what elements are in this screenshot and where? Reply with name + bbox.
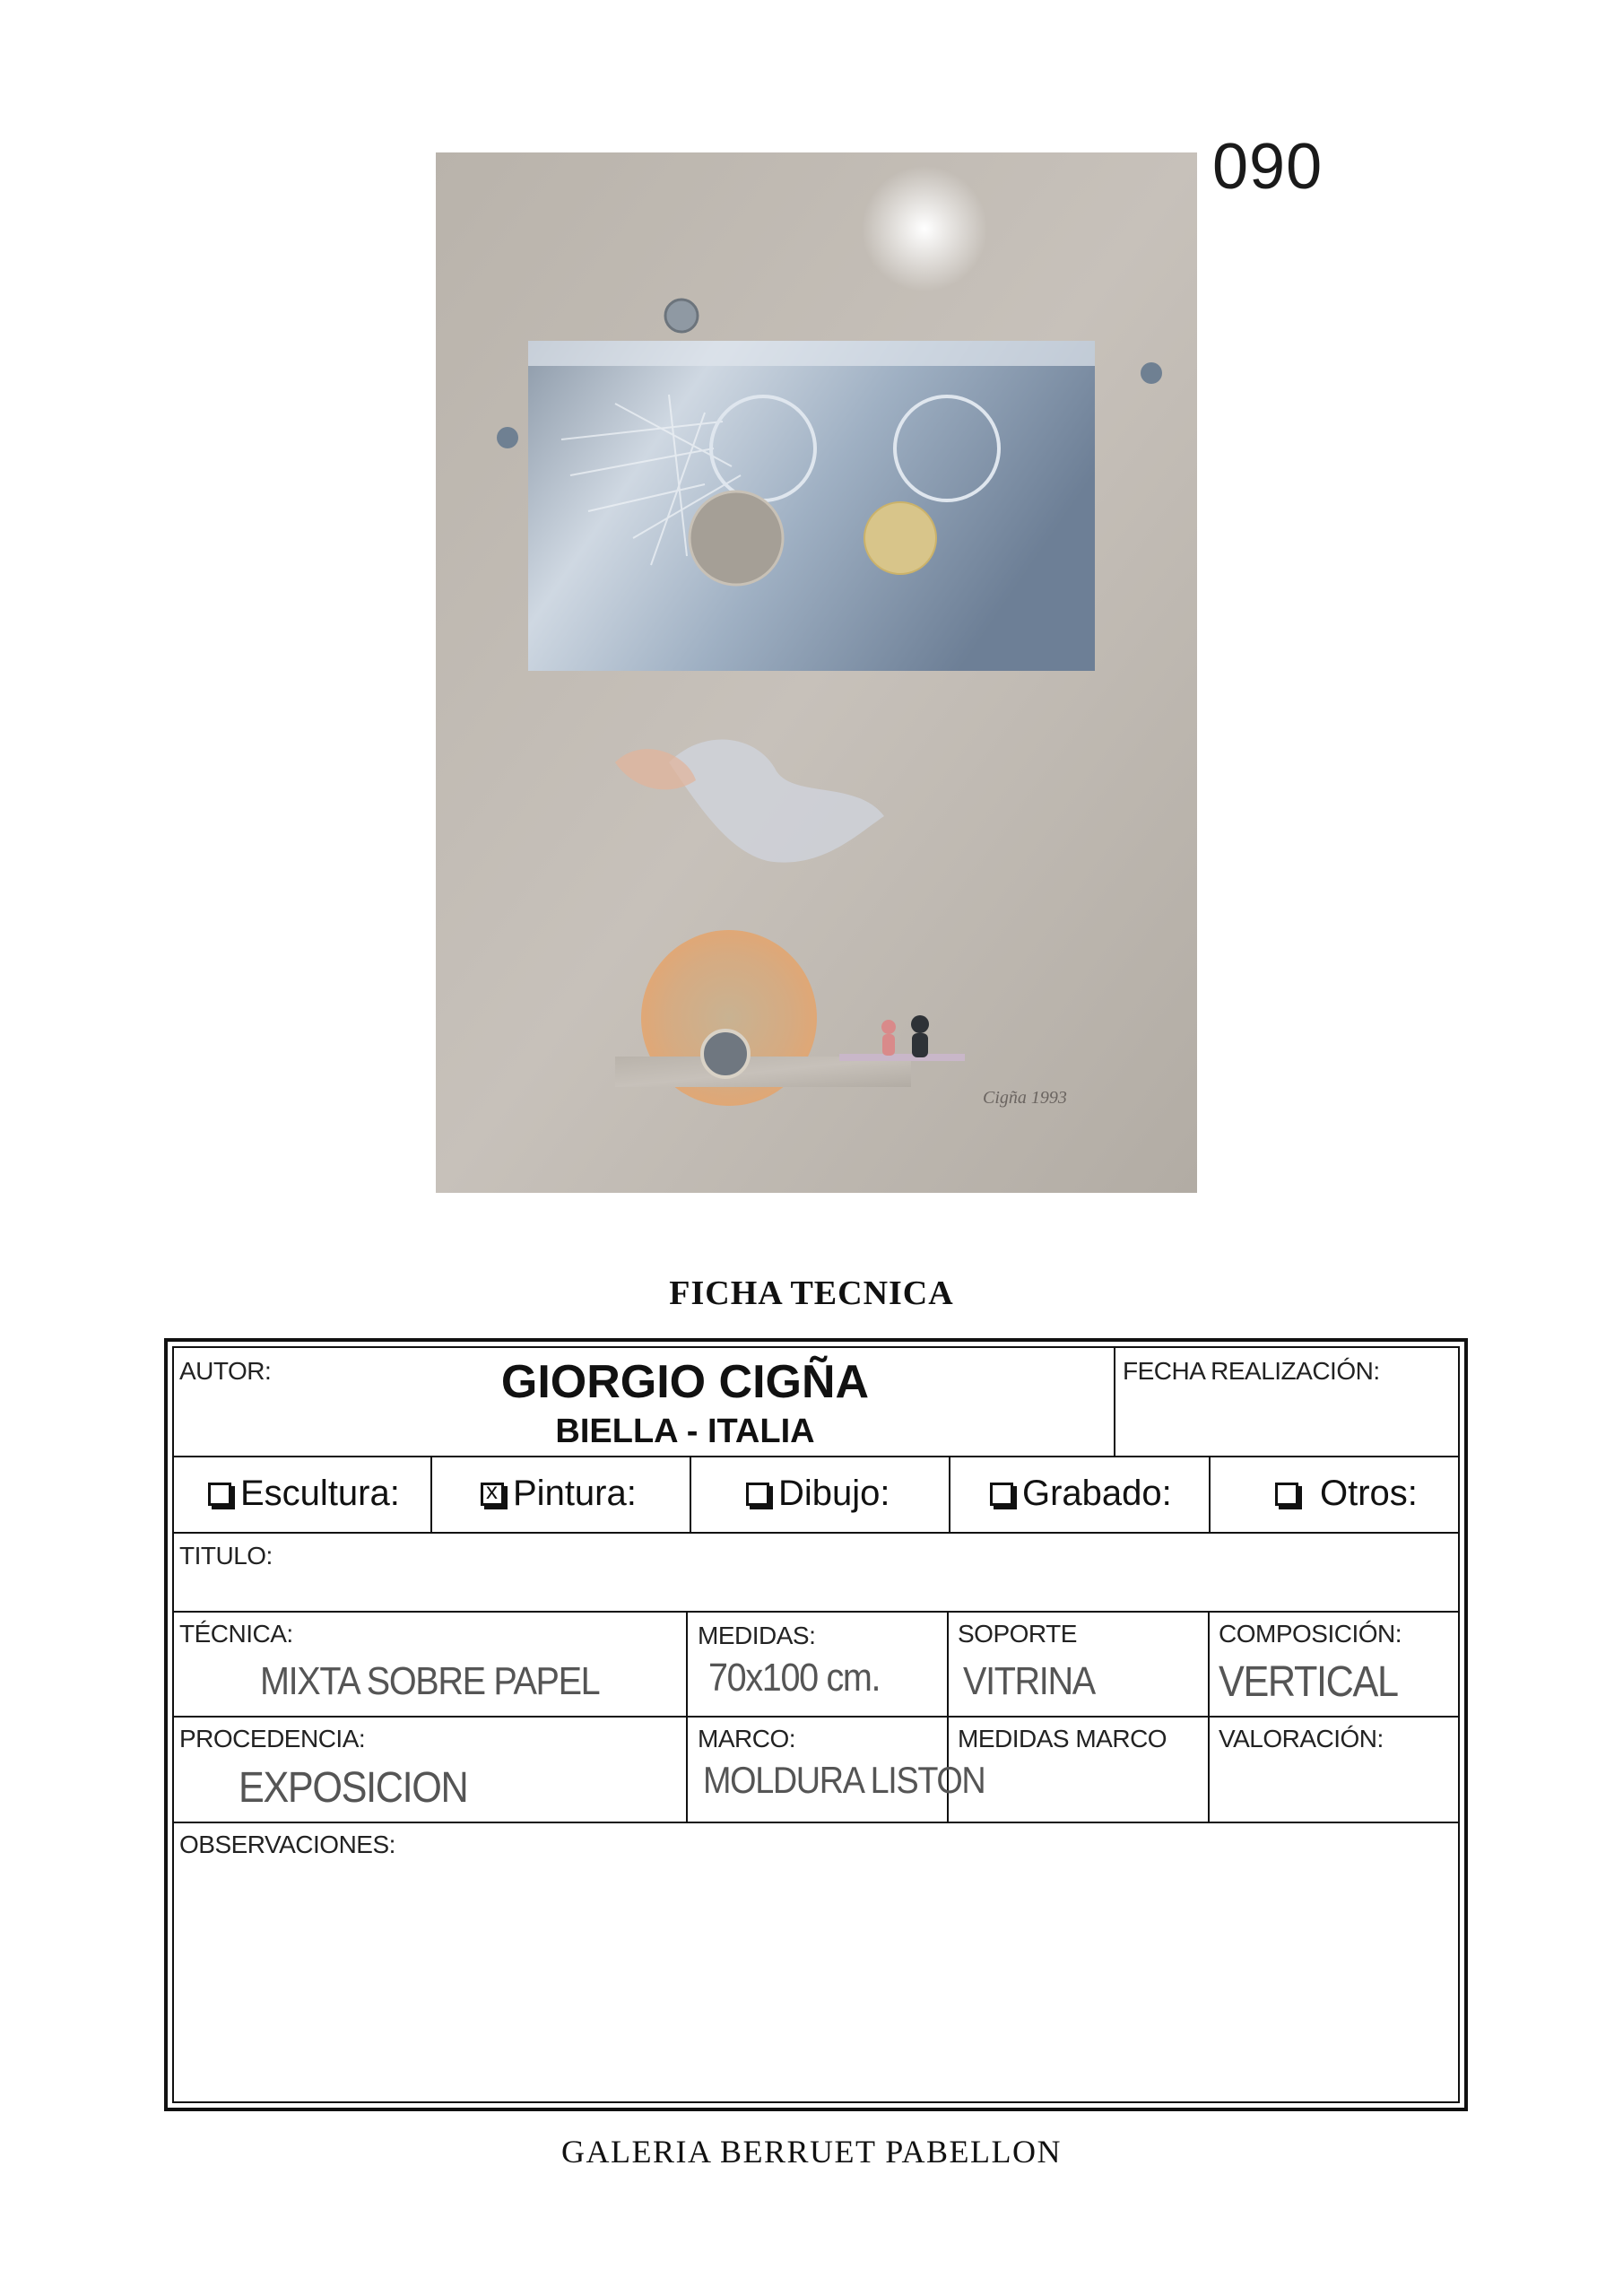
category-pintura[interactable]: x Pintura: <box>481 1474 637 1514</box>
soporte-value: VITRINA <box>963 1659 1095 1703</box>
category-escultura[interactable]: Escultura: <box>208 1474 400 1514</box>
small-disc <box>702 1031 749 1077</box>
yellow-disc <box>864 502 936 574</box>
checkbox-icon[interactable] <box>746 1483 769 1506</box>
category-dibujo[interactable]: Dibujo: <box>746 1474 890 1514</box>
author-name: GIORGIO CIGÑA <box>500 1356 870 1408</box>
soporte-label: SOPORTE <box>958 1620 1077 1648</box>
category-otros[interactable]: Otros: <box>1275 1474 1418 1514</box>
artwork-signature: Cigña 1993 <box>983 1088 1067 1108</box>
category-grabado[interactable]: Grabado: <box>990 1474 1172 1514</box>
checked-checkbox-icon[interactable] <box>481 1483 504 1506</box>
author-origin: BIELLA - ITALIA <box>555 1413 815 1450</box>
light-glare <box>862 166 987 291</box>
marco-label: MARCO: <box>698 1725 795 1752</box>
valoracion-label: VALORACIÓN: <box>1219 1725 1384 1752</box>
checkbox-icon[interactable] <box>990 1483 1013 1506</box>
mount-hole <box>1141 362 1162 384</box>
horizon-strip <box>615 1057 911 1087</box>
autor-label: AUTOR: <box>179 1357 272 1385</box>
artwork-background <box>436 152 1197 1193</box>
sheet-title: FICHA TECNICA <box>669 1274 954 1312</box>
checkbox-icon[interactable] <box>1275 1483 1298 1506</box>
mount-hole <box>497 427 518 448</box>
medidas-marco-label: MEDIDAS MARCO <box>958 1725 1167 1752</box>
medidas-label: MEDIDAS: <box>698 1622 816 1649</box>
observaciones-label: OBSERVACIONES: <box>179 1831 395 1858</box>
mount-hole <box>665 300 698 332</box>
medidas-value: 70x100 cm. <box>708 1656 881 1700</box>
horizon-band <box>839 1054 965 1061</box>
marco-value: MOLDURA LISTON <box>703 1759 985 1801</box>
grey-disc <box>690 491 783 585</box>
catalog-number: 090 <box>1212 131 1324 203</box>
tecnica-label: TÉCNICA: <box>179 1620 293 1648</box>
fecha-realizacion-label: FECHA REALIZACIÓN: <box>1123 1357 1380 1385</box>
checkbox-icon[interactable] <box>208 1483 231 1506</box>
composicion-label: COMPOSICIÓN: <box>1219 1620 1402 1648</box>
foil-panel-tape <box>528 341 1095 366</box>
titulo-label: TITULO: <box>179 1542 273 1570</box>
tecnica-value: MIXTA SOBRE PAPEL <box>260 1659 600 1703</box>
composicion-value: VERTICAL <box>1219 1658 1398 1706</box>
gallery-footer: GALERIA BERRUET PABELLON <box>560 2134 1063 2170</box>
procedencia-value: EXPOSICION <box>239 1764 468 1812</box>
artwork-photo <box>436 152 1197 1193</box>
procedencia-label: PROCEDENCIA: <box>179 1725 366 1752</box>
technical-sheet-table <box>164 1338 1468 2111</box>
